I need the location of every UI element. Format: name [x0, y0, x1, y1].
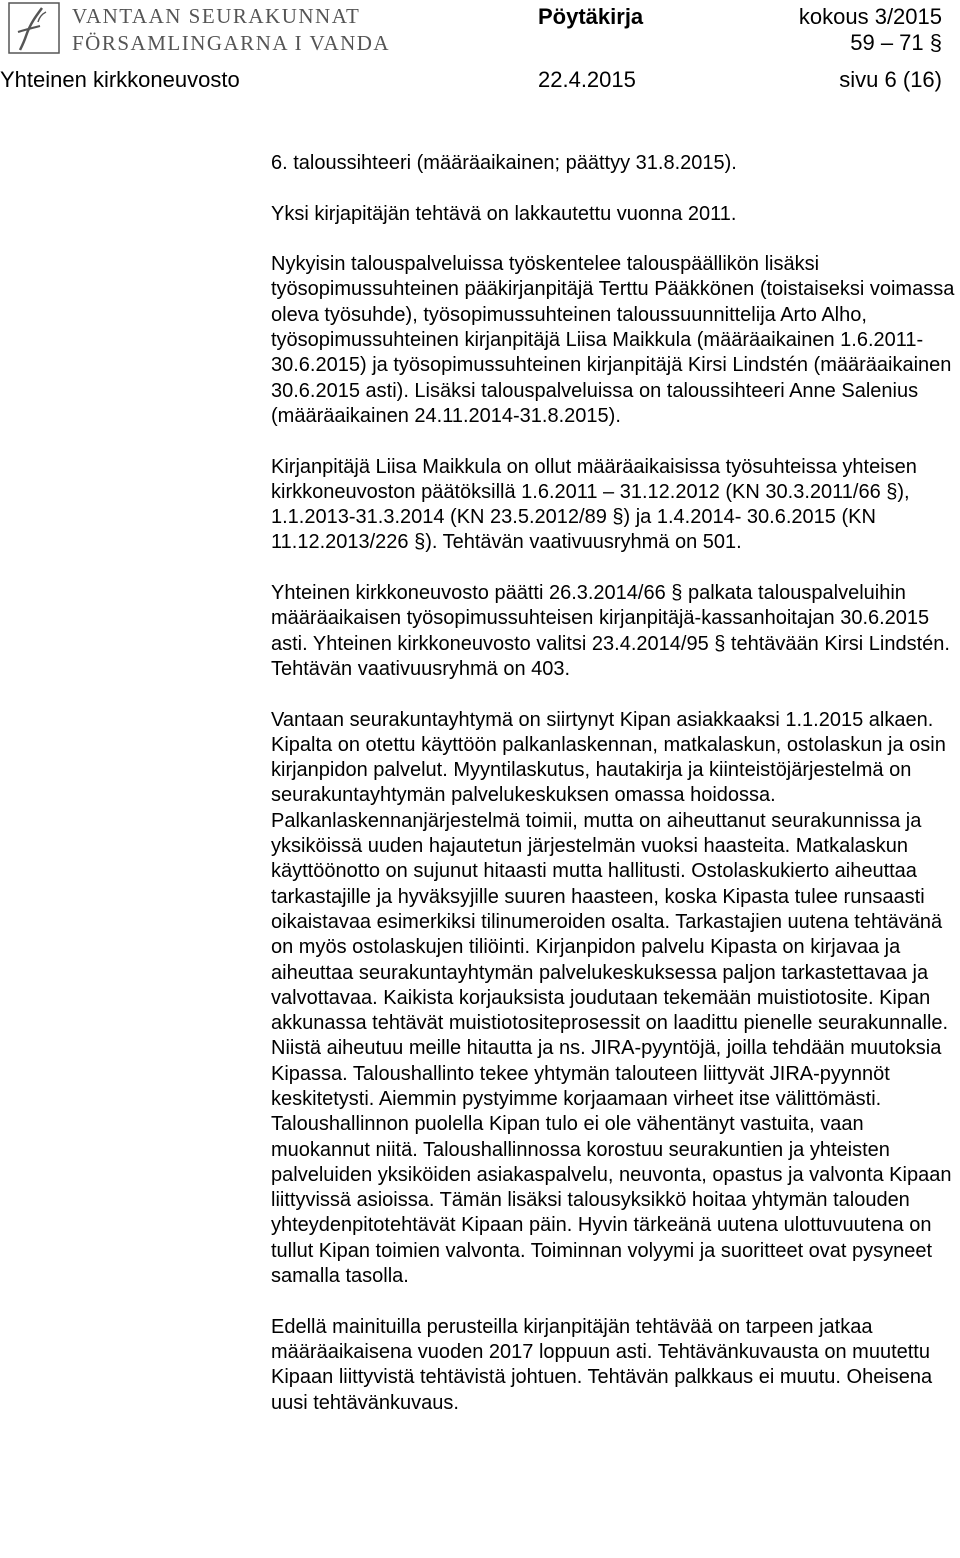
paragraph: Yhteinen kirkkoneuvosto päätti 26.3.2014/66 § palkata talouspalveluihin määräaikaisen työsopimussuhteisen kirjanpitäjä-kassanhoitajan 30.6.2015 asti. Yhteinen kirkkoneuvosto valitsi 23.4.2014/95 § tehtävään Kirsi Lindstén. Tehtävän vaativuusryhmä on 403.: [271, 582, 950, 680]
governing-body: Yhteinen kirkkoneuvosto: [0, 67, 240, 92]
meeting-date: 22.4.2015: [538, 67, 636, 92]
page-number: sivu 6 (16): [839, 67, 942, 92]
meeting-number: kokous 3/2015: [798, 4, 942, 29]
paragraph: Edellä mainituilla perusteilla kirjanpitäjän tehtävää on tarpeen jatkaa määräaikaisena vuoden 2017 loppuun asti. Tehtävänkuvausta on muutettu Kipaan liittyvistä tehtävistä johtuen. Tehtävän palkkaus ei muutu. Oheisena uusi tehtävänkuvaus.: [271, 1315, 933, 1414]
org-name-finnish: VANTAAN SEURAKUNNAT: [72, 4, 361, 28]
org-name-swedish: FÖRSAMLINGARNA I VANDA: [72, 31, 391, 55]
document-type: Pöytäkirja: [538, 4, 644, 29]
paragraph: Kirjanpitäjä Liisa Maikkula on ollut määräaikaisissa työsuhteissa yhteisen kirkkoneuvoston päätöksillä 1.6.2011 – 31.12.2012 (KN 30.3.2011/66 §), 1.1.2013-31.3.2014 (KN 23.5.2012/89 §) ja 1.4.2014- 30.6.2015 (KN 11.12.2013/226 §). Tehtävän vaativuusryhmä on 501.: [271, 455, 917, 554]
paragraph: Vantaan seurakuntayhtymä on siirtynyt Kipan asiakkaaksi 1.1.2015 alkaen. Kipalta on otettu käyttöön palkanlaskennan, matkalaskun, ostolaskun ja osin kirjanpidon palvelut. Myyntilaskutus, hautakirja ja kiinteistöjärjestelmä on seurakuntayhtymän palvelukeskuksen omassa hoidossa. Palkanlaskennanjärjestelmä toimii, mutta on aiheuttanut seurakunnissa ja yksiköissä uuden hajautetun järjestelmän vuoksi haasteita. Matkalaskun käyttöönotto on sujunut hitaasti mutta hallitusti. Ostolaskukierto aiheuttaa tarkastajille ja hyväksyjille suuren haasteen, koska Kipasta tulee runsaasti oikaistavaa esimerkiksi tilinumeroiden osalta. Tarkastajien uutena tehtävänä on myös ostolaskujen tiliöinti. Kirjanpidon palvelu Kipasta on kirjavaa ja aiheuttaa seurakuntayhtymän palvelukeskuksessa paljon tarkastettavaa ja valvottavaa. Kaikista korjauksista joudutaan tekemään muistiotosite. Kipan akkunassa tehtävät muistiotositeprosessit on laadittu pienelle seurakunnalle. Niistä aiheutuu meille hitautta ja ns. JIRA-pyyntöjä, joilla tehdään muutoksia Kipassa. Taloushallinto tekee yhtymän talouteen liittyvät JIRA-pyynnöt keskitetysti. Aiemmin pystyimme korjaamaan virheet itse välittömästi. Taloushallinnon puolella Kipan tulo ei ole vähentänyt vastuita, vaan muokannut niitä. Taloushallinnossa korostuu seurakuntien ja yhteisten palveluiden yksiköiden asiakaspalvelu, neuvonta, opastus ja valvonta Kipaan liittyvissä asioissa. Tämän lisäksi talousyksikkö hoitaa yhtymän talouden yhteydenpitotehtävät Kipaan päin. Hyvin tärkeänä uutena ulottuvuutena on tullut Kipan toimien valvonta. Toiminnan volyymi ja suoritteet ovat pysyneet samalla tasolla.: [271, 708, 952, 1288]
church-emblem-icon: [8, 2, 60, 54]
section-reference: 59 – 71 §: [850, 30, 942, 55]
paragraph: Yksi kirjapitäjän tehtävä on lakkautettu vuonna 2011.: [271, 202, 737, 225]
document-body: [271, 151, 960, 1416]
paragraph: Nykyisin talouspalveluissa työskentelee talouspäällikön lisäksi työsopimussuhteinen pääkirjanpitäjä Terttu Pääkkönen (toistaiseksi voimassa oleva työsuhde), työsopimussuhteinen taloussuunnittelija Arto Alho, työsopimussuhteinen kirjanpitäjä Liisa Maikkula (määräaikainen 1.6.2011-30.6.2015) ja työsopimussuhteinen kirjanpitäjä Kirsi Lindstén (määräaikainen 30.6.2015 asti). Lisäksi talouspalveluissa on taloussihteeri Anne Salenius (määräaikainen 24.11.2014-31.8.2015).: [271, 253, 955, 427]
paragraph: 6. taloussihteeri (määräaikainen; päättyy 31.8.2015).: [271, 152, 737, 174]
